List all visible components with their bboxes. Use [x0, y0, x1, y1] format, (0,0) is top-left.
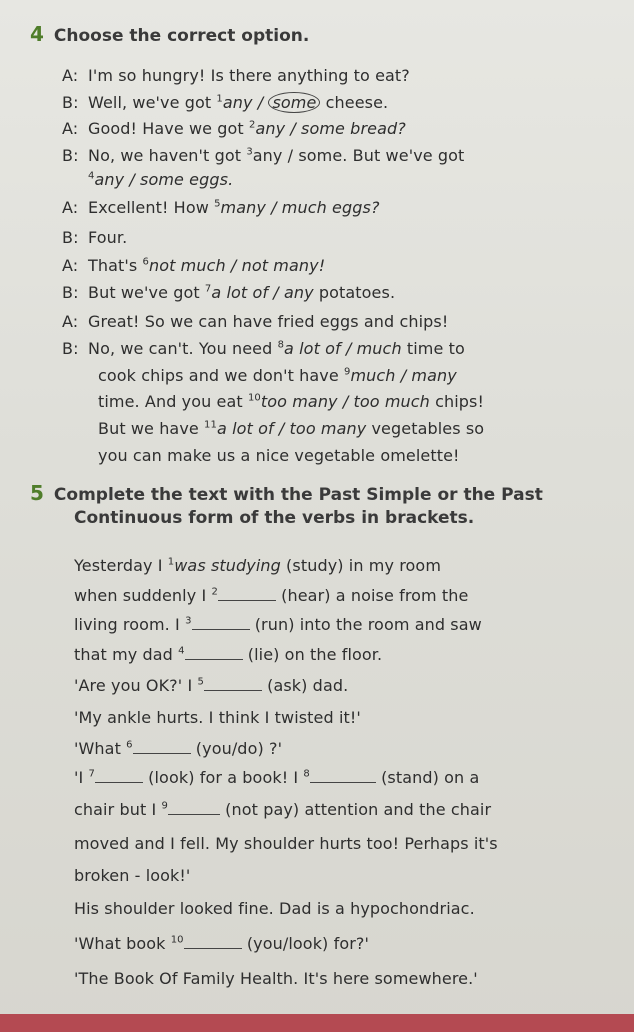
gap-number: 7	[88, 768, 95, 780]
gap-number: 9	[343, 366, 351, 378]
exercise-5-number: 5	[30, 481, 44, 505]
line-text: 'My ankle hurts. I think I twisted it!'	[74, 708, 361, 727]
text-line-4	[74, 645, 382, 664]
line-text: But we've got	[88, 283, 205, 302]
line-text: Great! So we can have fried eggs and chips!	[88, 312, 449, 331]
option-text: any /	[222, 93, 269, 112]
line-text: broken - look!'	[74, 866, 191, 885]
line-text: (look) for a book! I	[142, 768, 304, 787]
answer-blank[interactable]	[95, 770, 143, 783]
gap-number: 2	[249, 119, 256, 131]
line-text: chair but I	[74, 800, 162, 819]
answer-blank[interactable]	[204, 678, 262, 691]
text-line-13	[74, 934, 369, 953]
speaker-label: B:	[62, 228, 79, 247]
gap-number: 2	[211, 586, 218, 598]
text-line-9	[74, 800, 491, 819]
line-text: Yesterday I	[74, 556, 168, 575]
answer-blank[interactable]	[185, 647, 243, 660]
line-text: Four.	[88, 228, 128, 247]
line-text: 'The Book Of Family Health. It's here somewhere.'	[74, 969, 478, 988]
line-text: (study) in my room	[280, 556, 442, 575]
exercise-4-number: 4	[30, 22, 44, 46]
line-text: moved and I fell. My shoulder hurts too! Perhaps it's	[74, 834, 498, 853]
exercise-4-heading	[30, 22, 309, 46]
line-text: (run) into the room and saw	[249, 615, 482, 634]
line-text: time to	[401, 339, 465, 358]
dialogue-line-13	[98, 392, 484, 411]
exercise-5-heading-cont	[74, 508, 474, 528]
line-text: (lie) on the floor.	[242, 645, 383, 664]
line-text: potatoes.	[313, 283, 396, 302]
line-text: any / some. But we've got	[252, 146, 465, 165]
text-line-5	[74, 676, 348, 695]
option-text: too many / too much	[260, 392, 430, 411]
dialogue-line-6	[62, 198, 380, 217]
gap-number: 3	[185, 615, 192, 627]
option-text: a lot of / too many	[216, 419, 367, 438]
speaker-label: A:	[62, 66, 79, 85]
answer-blank[interactable]	[192, 617, 250, 630]
text-line-1	[74, 556, 441, 575]
gap-number: 6	[126, 739, 133, 751]
line-text: when suddenly I	[74, 586, 212, 605]
text-line-6	[74, 708, 361, 727]
circled-answer: some	[268, 92, 320, 113]
line-text: you can make us a nice vegetable omelette!	[98, 446, 460, 465]
line-text: 'I	[74, 768, 89, 787]
gap-number: 3	[246, 146, 253, 158]
line-text: His shoulder looked fine. Dad is a hypochondriac.	[74, 899, 475, 918]
option-text: much / many	[350, 366, 457, 385]
option-text: any / some eggs.	[94, 170, 234, 189]
line-text: Good! Have we got	[88, 119, 249, 138]
line-text: No, we can't. You need	[88, 339, 278, 358]
line-text: cook chips and we don't have	[98, 366, 344, 385]
speaker-label: B:	[62, 339, 79, 358]
dialogue-line-12	[98, 366, 457, 385]
dialogue-line-11	[62, 339, 465, 358]
answer-blank[interactable]	[133, 741, 191, 754]
text-line-3	[74, 615, 482, 634]
line-text: vegetables so	[366, 419, 485, 438]
line-text: No, we haven't got	[88, 146, 247, 165]
exercise-5-heading	[30, 481, 543, 505]
line-text: Well, we've got	[88, 93, 217, 112]
gap-number: 4	[88, 170, 95, 182]
line-text: (you/look) for?'	[241, 934, 369, 953]
gap-number: 6	[142, 256, 149, 268]
line-text: That's	[88, 256, 143, 275]
gap-number: 1	[216, 93, 223, 105]
line-text: (not pay) attention and the chair	[219, 800, 492, 819]
dialogue-line-14	[98, 419, 484, 438]
gap-number: 1	[167, 556, 175, 568]
dialogue-line-15	[98, 446, 460, 465]
dialogue-line-10	[62, 312, 448, 331]
text-line-2	[74, 586, 469, 605]
gap-number: 8	[303, 768, 310, 780]
dialogue-line-3	[62, 119, 406, 138]
speaker-label: B:	[62, 283, 79, 302]
text-line-10	[74, 834, 498, 853]
speaker-label: B:	[62, 93, 79, 112]
line-text: 'What	[74, 739, 127, 758]
exercise-5-title-line-2: Continuous form of the verbs in brackets.	[74, 508, 475, 528]
exercise-4-title: Choose the correct option.	[53, 26, 310, 46]
line-text: chips!	[429, 392, 484, 411]
line-text: 'Are you OK?' I	[74, 676, 198, 695]
text-line-12	[74, 899, 475, 918]
speaker-label: A:	[62, 119, 79, 138]
option-text: many / much eggs?	[220, 198, 380, 217]
line-text: (ask) dad.	[261, 676, 349, 695]
gap-number: 10	[170, 934, 184, 946]
line-text: that my dad	[74, 645, 179, 664]
page-bottom-color-band	[0, 1014, 634, 1032]
speaker-label: B:	[62, 146, 79, 165]
dialogue-line-5	[88, 170, 233, 189]
answer-blank[interactable]	[310, 770, 376, 783]
speaker-label: A:	[62, 256, 79, 275]
gap-number: 9	[161, 800, 168, 812]
gap-number: 11	[204, 419, 217, 431]
gap-number: 10	[247, 392, 261, 404]
line-text: time. And you eat	[98, 392, 248, 411]
option-text: any / some bread?	[255, 119, 406, 138]
line-text: (stand) on a	[375, 768, 480, 787]
line-text: (you/do) ?'	[190, 739, 283, 758]
gap-number: 4	[178, 645, 185, 657]
text-line-14	[74, 969, 478, 988]
dialogue-line-8	[62, 256, 325, 275]
exercise-5-title-line-1: Complete the text with the Past Simple or the Past	[53, 485, 543, 505]
gap-number: 5	[214, 198, 221, 210]
line-text: (hear) a noise from the	[275, 586, 469, 605]
answer-blank[interactable]	[218, 588, 276, 601]
text-line-11	[74, 866, 190, 885]
example-answer: was studying	[174, 556, 281, 575]
dialogue-line-4	[62, 146, 464, 165]
dialogue-line-1	[62, 66, 410, 85]
line-text: living room. I	[74, 615, 186, 634]
text-line-8	[74, 768, 479, 787]
dialogue-line-9	[62, 283, 395, 302]
dialogue-line-2	[62, 93, 388, 112]
dialogue-line-7	[62, 228, 127, 247]
answer-blank[interactable]	[168, 802, 220, 815]
gap-number: 7	[204, 283, 212, 295]
text-line-7	[74, 739, 282, 758]
gap-number: 8	[277, 339, 285, 351]
line-text: I'm so hungry! Is there anything to eat?	[88, 66, 410, 85]
line-text: But we have	[98, 419, 205, 438]
line-text: 'What book	[74, 934, 171, 953]
option-text: not much / not many!	[148, 256, 326, 275]
speaker-label: A:	[62, 312, 79, 331]
gap-number: 5	[197, 676, 204, 688]
answer-blank[interactable]	[184, 936, 242, 949]
option-text: a lot of / much	[284, 339, 402, 358]
speaker-label: A:	[62, 198, 79, 217]
line-text: cheese.	[320, 93, 389, 112]
line-text: Excellent! How	[88, 198, 215, 217]
option-text: a lot of / any	[211, 283, 314, 302]
